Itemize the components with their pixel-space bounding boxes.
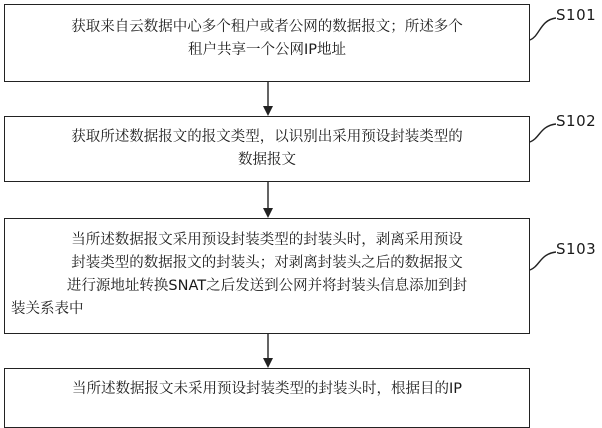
step-text: 获取来自云数据中心多个租户或者公网的数据报文；所述多个: [71, 19, 463, 35]
step-text: 进行源地址转换SNAT之后发送到公网并将封装头信息添加到封: [66, 278, 468, 294]
step-box-s103: [4, 218, 530, 334]
step-text: 获取所述数据报文的报文类型，以识别出采用预设封装类型的: [71, 129, 463, 145]
step-box-s101: [4, 4, 530, 82]
step-text: 租户共享一个公网IP地址: [187, 42, 347, 58]
step-text: 当所述数据报文采用预设封装类型的封装头时，剥离采用预设: [71, 232, 463, 248]
step-label-s102: S102: [556, 112, 597, 130]
step-label-s101: S101: [556, 6, 597, 24]
step-text: 封装类型的数据报文的封装头；对剥离封装头之后的数据报文: [71, 255, 463, 271]
step-box-s104: [4, 368, 530, 428]
leader-s102: [530, 124, 556, 142]
step-box-s102: [4, 116, 530, 182]
leader-s101: [530, 18, 556, 40]
leader-s103: [530, 252, 556, 270]
step-text: 数据报文: [238, 152, 296, 168]
step-text: 当所述数据报文未采用预设封装类型的封装头时，根据目的IP: [71, 381, 463, 397]
step-text: 装关系表中: [11, 301, 84, 317]
step-label-s103: S103: [556, 240, 597, 258]
